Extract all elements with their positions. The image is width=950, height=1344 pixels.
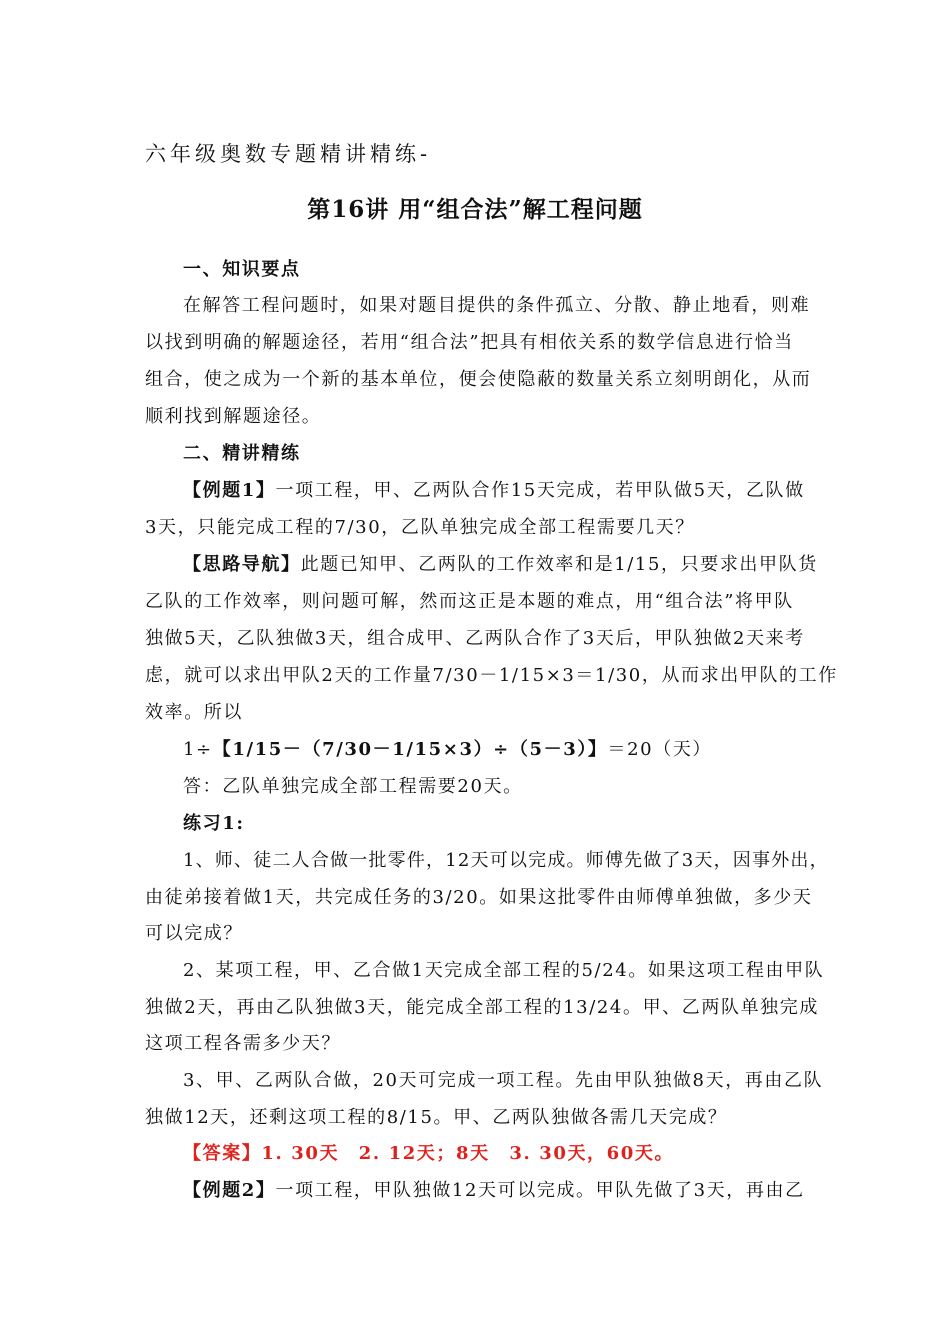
practice-line: 由徒弟接着做1天，共完成任务的3/20。如果这批零件由师傅单独做，多少天 — [145, 887, 813, 908]
page-header: 六年级奥数专题精讲精练- — [145, 142, 432, 166]
guide-line: 独做5天，乙队独做3天，组合成甲、乙两队合作了3天后，甲队独做2天来考 — [145, 628, 805, 649]
example1-text: 一项工程，甲、乙两队合作15天完成，若甲队做5天，乙队做 — [275, 480, 805, 501]
practice-item: 3、甲、乙两队合做，20天可完成一项工程。先由甲队独做8天，再由乙队 — [183, 1070, 824, 1091]
example2 — [183, 1179, 805, 1203]
practice-item: 2、某项工程，甲、乙合做1天完成全部工程的5/24。如果这项工程由甲队 — [183, 960, 825, 981]
section2-heading: 二、精讲精练 — [183, 443, 301, 464]
example1-tag: 【例题1】 — [183, 480, 276, 501]
formula — [183, 738, 712, 762]
example2-tag: 【例题2】 — [183, 1180, 276, 1201]
example1-answer: 答：乙队单独完成全部工程需要20天。 — [183, 776, 523, 797]
section1-line: 在解答工程问题时，如果对题目提供的条件孤立、分散、静止地看，则难 — [183, 295, 811, 316]
practice-answers: 【答案】1. 30天 2. 12天；8天 3. 30天，60天。 — [183, 1143, 675, 1164]
example1 — [183, 479, 805, 503]
guide-line: 虑，就可以求出甲队2天的工作量7/30－1/15×3＝1/30，从而求出甲队的工作 — [145, 665, 838, 686]
section1-line: 以找到明确的解题途径，若用“组合法”把具有相依关系的数学信息进行恰当 — [145, 332, 794, 353]
section1-line: 顺利找到解题途径。 — [145, 406, 322, 427]
section1-line: 组合，使之成为一个新的基本单位，便会使隐蔽的数量关系立刻明朗化，从而 — [145, 369, 812, 390]
practice-item: 1、师、徒二人合做一批零件，12天可以完成。师傅先做了3天，因事外出， — [183, 850, 829, 871]
guide — [183, 553, 818, 577]
example1-line: 3天，只能完成工程的7/30，乙队单独完成全部工程需要几天？ — [145, 517, 695, 538]
example2-text: 一项工程，甲队独做12天可以完成。甲队先做了3天，再由乙 — [275, 1180, 805, 1201]
guide-line: 效率。所以 — [145, 702, 243, 723]
practice-line: 可以完成？ — [145, 923, 243, 944]
practice-line: 独做2天，再由乙队独做3天，能完成全部工程的13/24。甲、乙两队单独完成 — [145, 997, 819, 1018]
section1-heading: 一、知识要点 — [183, 259, 301, 280]
practice-heading: 练习1: — [183, 813, 245, 834]
practice-line: 这项工程各需多少天？ — [145, 1033, 341, 1054]
guide-text: 此题已知甲、乙两队的工作效率和是1/15，只要求出甲队货 — [300, 554, 818, 575]
guide-line: 乙队的工作效率，则问题可解，然而这正是本题的难点，用“组合法”将甲队 — [145, 591, 794, 612]
lecture-title: 第16讲 用“组合法”解工程问题 — [307, 196, 643, 223]
guide-tag: 【思路导航】 — [183, 554, 301, 575]
formula-prefix: 1÷ — [183, 739, 213, 760]
formula-suffix: ＝20（天） — [607, 739, 713, 760]
practice-line: 独做12天，还剩这项工程的8/15。甲、乙两队独做各需几天完成？ — [145, 1107, 728, 1128]
formula-bold: 【1/15－（7/30－1/15×3）÷（5－3）】 — [212, 739, 608, 760]
